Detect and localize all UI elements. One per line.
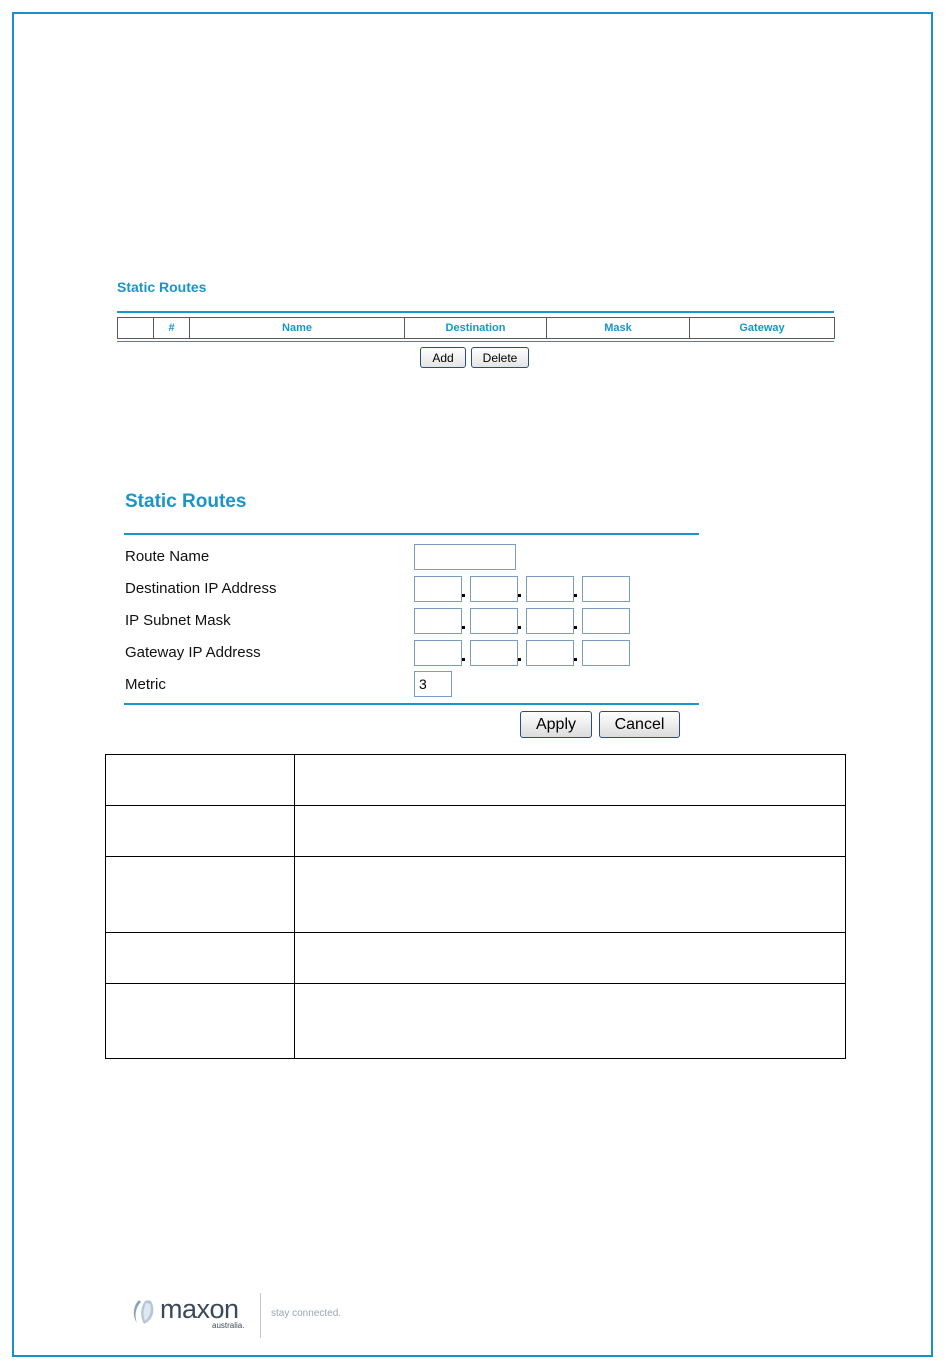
table-cell xyxy=(106,806,295,857)
table-row xyxy=(106,857,846,933)
ip-dot-separator xyxy=(462,658,465,661)
column-header-name: Name xyxy=(190,318,405,339)
subnet-mask-octet-4[interactable] xyxy=(582,608,630,634)
add-button[interactable]: Add xyxy=(420,347,466,368)
destination-ip-label: Destination IP Address xyxy=(125,580,277,597)
ip-dot-separator xyxy=(518,594,521,597)
table-header-row xyxy=(118,318,835,339)
brand-subtitle: australia. xyxy=(212,1321,245,1330)
ip-dot-separator xyxy=(462,626,465,629)
ip-dot-separator xyxy=(574,658,577,661)
tagline: stay connected. xyxy=(271,1308,342,1319)
table-cell xyxy=(106,755,295,806)
cancel-button[interactable]: Cancel xyxy=(599,711,680,738)
subnet-mask-octet-1[interactable] xyxy=(414,608,462,634)
subnet-mask-label: IP Subnet Mask xyxy=(125,612,231,629)
gateway-ip-octet-2[interactable] xyxy=(470,640,518,666)
routes-list-title: Static Routes xyxy=(117,279,207,295)
table-row xyxy=(106,984,846,1059)
metric-label: Metric xyxy=(125,676,166,693)
ip-dot-separator xyxy=(518,658,521,661)
ip-dot-separator xyxy=(518,626,521,629)
logo-divider xyxy=(260,1293,261,1338)
gateway-ip-label: Gateway IP Address xyxy=(125,644,261,661)
destination-ip-octet-4[interactable] xyxy=(582,576,630,602)
table-cell xyxy=(295,984,846,1059)
gateway-ip-octet-4[interactable] xyxy=(582,640,630,666)
subnet-mask-octet-2[interactable] xyxy=(470,608,518,634)
delete-button[interactable]: Delete xyxy=(471,347,529,368)
form-top-divider xyxy=(124,533,699,535)
route-name-input[interactable] xyxy=(414,544,516,570)
table-cell xyxy=(295,806,846,857)
destination-ip-octet-2[interactable] xyxy=(470,576,518,602)
table-cell xyxy=(295,857,846,933)
brand-name: maxon xyxy=(160,1294,239,1324)
form-bottom-divider xyxy=(124,703,699,705)
apply-button[interactable]: Apply xyxy=(520,711,592,738)
column-header-select xyxy=(118,318,154,339)
table-bottom-divider xyxy=(117,341,834,342)
destination-ip-octet-1[interactable] xyxy=(414,576,462,602)
ip-dot-separator xyxy=(574,626,577,629)
table-cell xyxy=(295,933,846,984)
table-row xyxy=(106,755,846,806)
gateway-ip-octet-3[interactable] xyxy=(526,640,574,666)
table-cell xyxy=(106,933,295,984)
column-header-mask: Mask xyxy=(547,318,690,339)
subnet-mask-octet-3[interactable] xyxy=(526,608,574,634)
table-row xyxy=(106,933,846,984)
route-form-title: Static Routes xyxy=(125,491,247,512)
table-cell xyxy=(106,984,295,1059)
title-divider xyxy=(117,311,834,313)
column-header-number: # xyxy=(154,318,190,339)
table-row xyxy=(106,806,846,857)
table-cell xyxy=(295,755,846,806)
ip-dot-separator xyxy=(462,594,465,597)
column-header-gateway: Gateway xyxy=(690,318,835,339)
description-table xyxy=(105,754,846,1059)
destination-ip-octet-3[interactable] xyxy=(526,576,574,602)
ip-dot-separator xyxy=(574,594,577,597)
table-cell xyxy=(106,857,295,933)
route-name-label: Route Name xyxy=(125,548,210,565)
gateway-ip-octet-1[interactable] xyxy=(414,640,462,666)
maxon-logo-icon xyxy=(131,1298,157,1326)
routes-table xyxy=(117,317,835,339)
metric-input[interactable] xyxy=(414,671,452,697)
column-header-destination: Destination xyxy=(405,318,547,339)
